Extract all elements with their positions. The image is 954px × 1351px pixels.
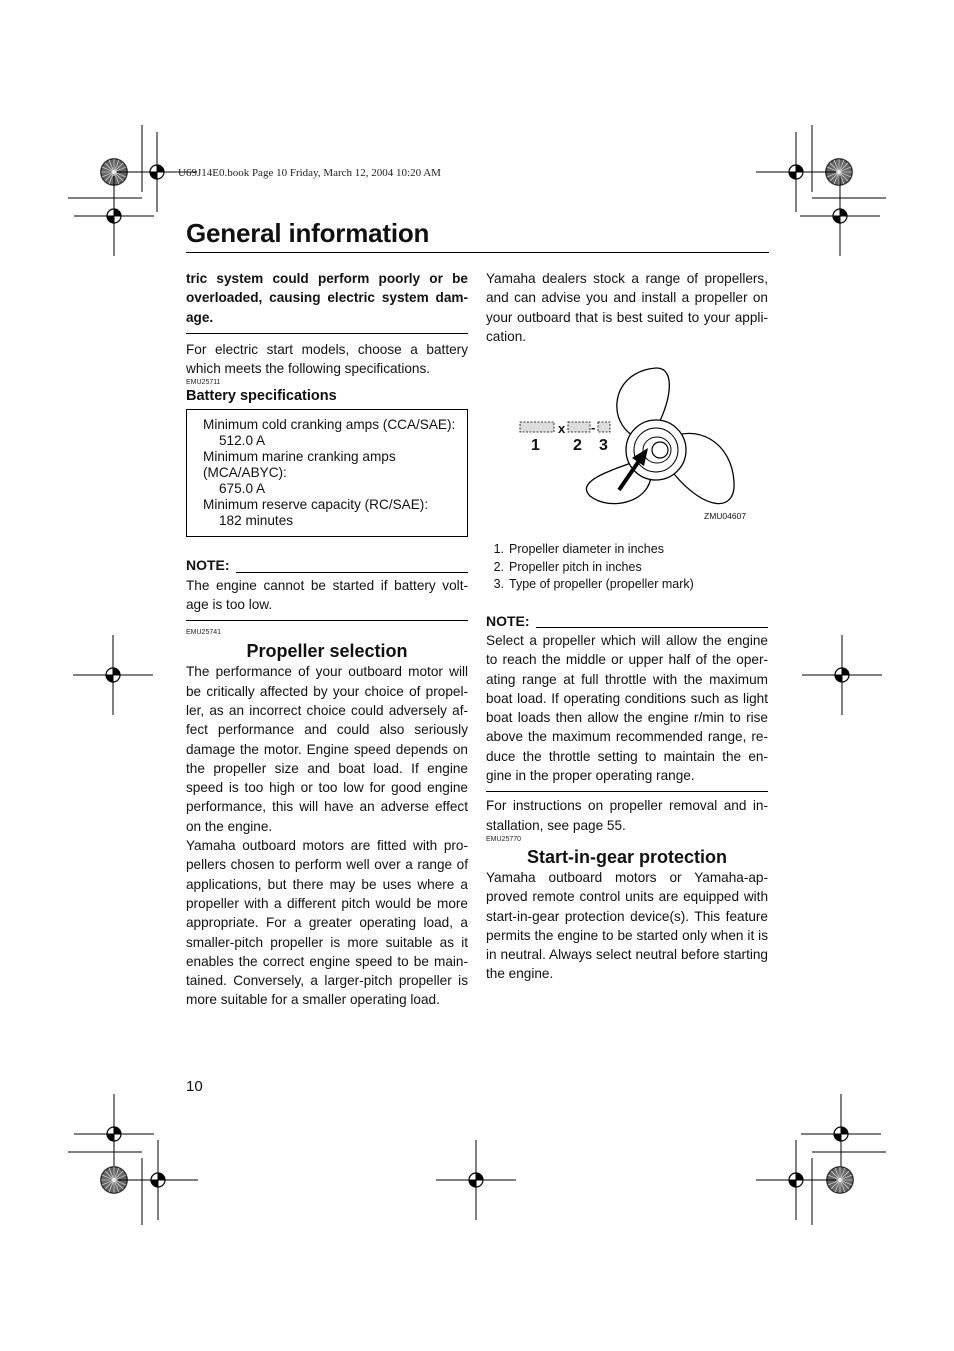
battery-intro: For electric start models, choose a battery which meets the following specifications.: [186, 341, 468, 377]
section-code: EMU25711: [186, 379, 221, 387]
note-rule: [486, 791, 768, 792]
note-rule: [186, 620, 468, 621]
propeller-selection-title: Propeller selection: [246, 641, 408, 662]
warning-continuation: tric system could perform poorly or be overloaded, causing electric system dam-age.: [186, 271, 468, 325]
note-text: The engine cannot be started if battery volt-age is too low.: [186, 577, 468, 613]
legend-item: 3. Type of propeller (propeller mark): [493, 577, 694, 592]
title-rule: [186, 252, 769, 253]
propeller-paragraph-1: The performance of your outboard motor will be critically affected by your choice of propel-ler, as an incorrect choice could adversely af-fect performance and could also seriously damage the motor. Engine speed depends on the propeller size and boat load. If engine speed is too high or too low for good engine performance, this will have an adverse effect on the engine.: [186, 664, 468, 834]
cca-value: 512.0 A: [219, 433, 266, 449]
cca-label: Minimum cold cranking amps (CCA/SAE):: [203, 417, 456, 433]
warning-rule: [186, 333, 468, 334]
note-label: NOTE:: [186, 557, 230, 574]
dealer-text: Yamaha dealers stock a range of propellers, and can advise you and install a propeller on your outboard that is best suited to your appli-cation.: [486, 271, 768, 344]
figure-label-1: 1: [531, 437, 540, 455]
legend-item: 1. Propeller diameter in inches: [493, 542, 664, 557]
note-heading: [486, 612, 768, 631]
page-title: General information: [186, 218, 430, 248]
battery-heading: Battery specifications: [186, 388, 337, 405]
left-column: [186, 269, 468, 1010]
note-heading: [186, 556, 468, 575]
book-header: U69J14E0.book Page 10 Friday, March 12, 2004 10:20 AM: [178, 167, 441, 179]
rc-value: 182 minutes: [219, 513, 294, 529]
note-label: NOTE:: [486, 612, 530, 629]
legend-item: 2. Propeller pitch in inches: [493, 559, 642, 574]
rc-label: Minimum reserve capacity (RC/SAE):: [203, 497, 429, 513]
marking-dash: -: [591, 420, 596, 436]
removal-text: For instructions on propeller removal and in-stallation, see page 55.: [486, 798, 768, 833]
propeller-paragraph-2: Yamaha outboard motors are fitted with pro-pellers chosen to perform well over a range of applications, but there may be uses where a propeller with a different pitch would be more appropriate. For a greater operating load, a smaller-pitch propeller is more suitable as it enables the correct engine speed to be main-tained. Conversely, a larger-pitch propeller is more suitable for a smaller operating load.: [186, 838, 468, 1008]
section-code: EMU25770: [486, 835, 522, 843]
figure-code: ZMU04607: [704, 511, 747, 522]
marking-times: x: [558, 421, 566, 437]
mca-value: 675.0 A: [219, 481, 266, 497]
start-in-gear-text: Yamaha outboard motors or Yamaha-ap-proved remote control units are equipped with start-in-gear protection device(s). This feature permits the engine to be started only when it is in neutral. Always select neutral before starting the engine.: [486, 869, 768, 982]
start-in-gear-title: Start-in-gear protection: [526, 846, 727, 867]
figure-label-2: 2: [573, 437, 582, 455]
note-text: Select a propeller which will allow the engine to reach the middle or upper half of the oper-ating range at full throttle with the maximum boat load. If operating conditions such as light boat loads then allow the engine r/min to rise above the maximum recommended range, re-duce the throttle setting to maintain the en-gine in the proper operating range.: [486, 632, 768, 784]
right-column: [486, 269, 768, 984]
propeller-figure: [486, 362, 768, 552]
mca-label: Minimum marine cranking amps (MCA/ABYC):: [203, 449, 396, 481]
battery-spec-box: [186, 409, 468, 537]
figure-label-3: 3: [599, 437, 608, 455]
page-number: 10: [186, 1078, 203, 1095]
section-code: EMU25741: [186, 629, 222, 637]
